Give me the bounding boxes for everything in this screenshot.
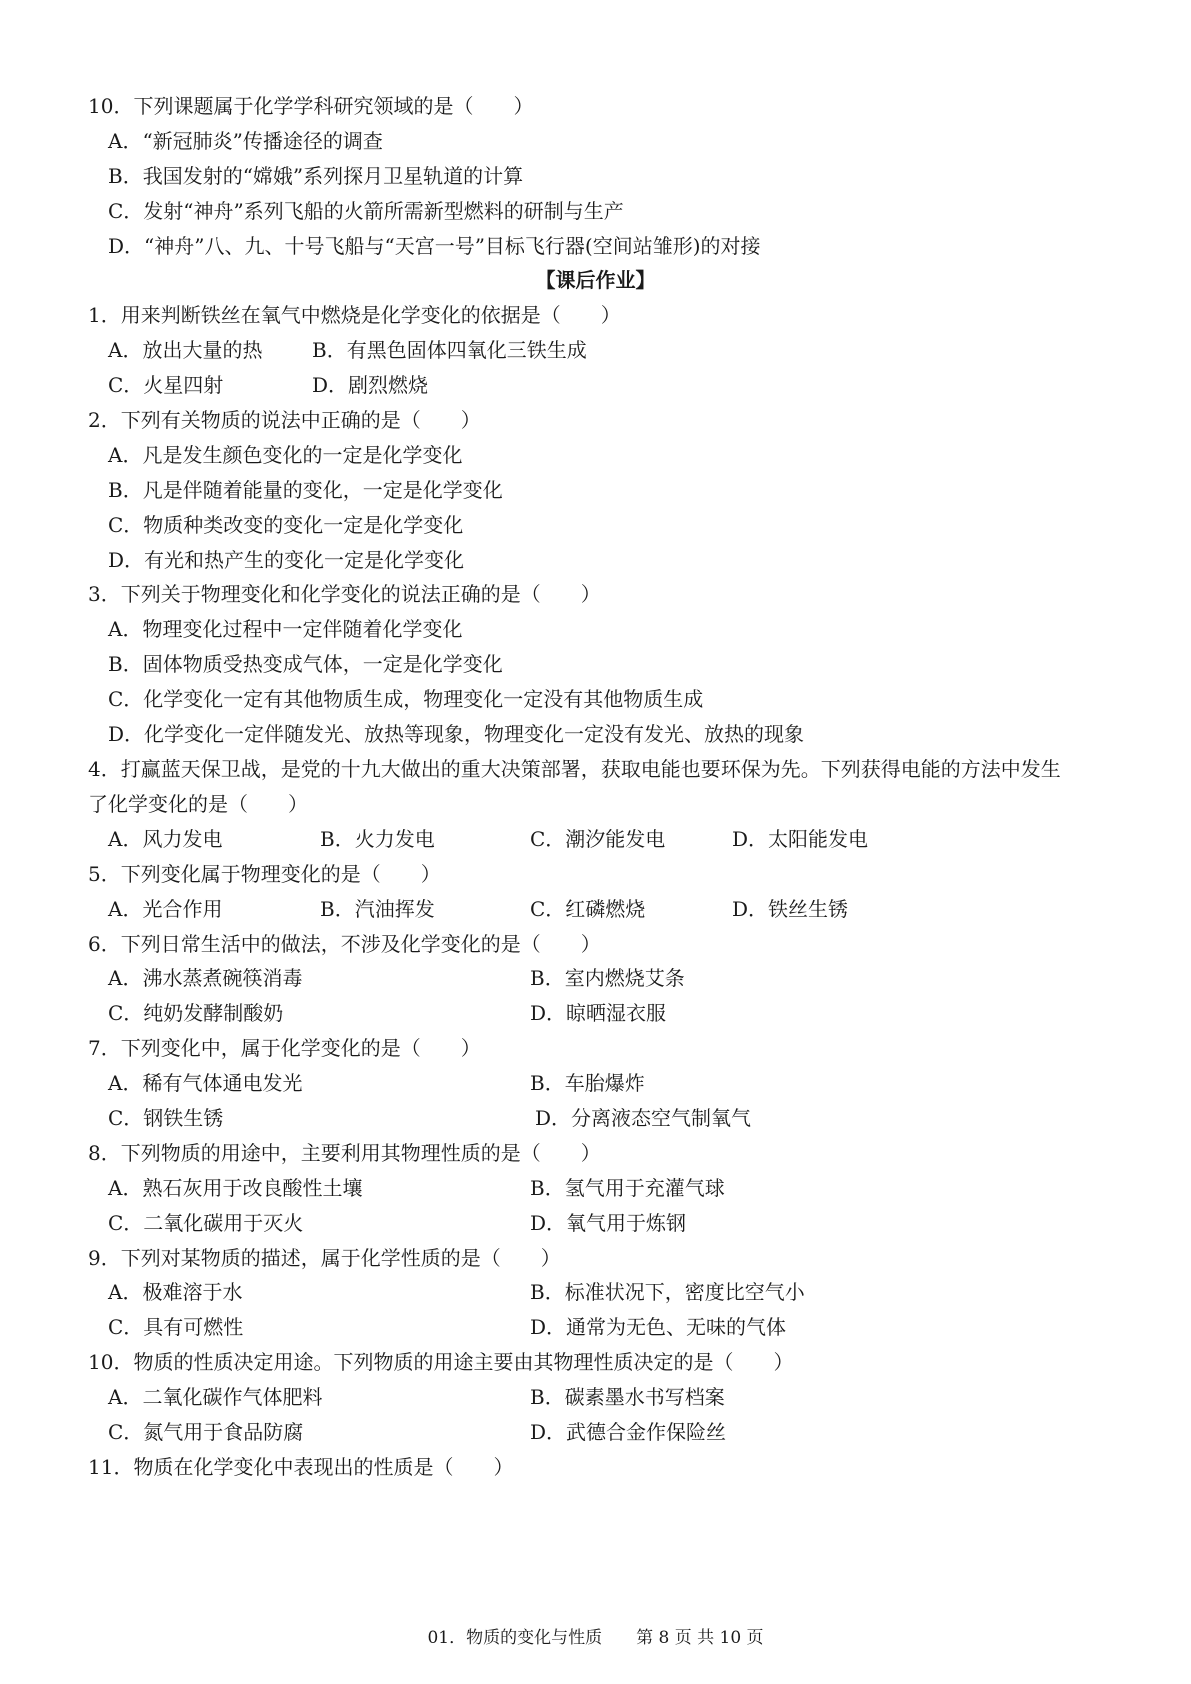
option-a: A．熟石灰用于改良酸性土壤: [108, 1176, 363, 1200]
option-a: A．放出大量的热: [108, 338, 263, 362]
option-b: B．我国发射的“嫦娥”系列探月卫星轨道的计算: [108, 164, 524, 188]
option-b: B．标准状况下，密度比空气小: [530, 1280, 805, 1304]
section-heading: 【课后作业】: [535, 268, 656, 292]
option-d: D．晾晒湿衣服: [530, 1001, 667, 1025]
option-d: D．分离液态空气制氧气: [535, 1106, 752, 1130]
option-b: B．汽油挥发: [320, 897, 435, 921]
option-b: B．火力发电: [320, 827, 435, 851]
option-b: B．氢气用于充灌气球: [530, 1176, 725, 1200]
question-8: 8．下列物质的用途中，主要利用其物理性质的是（ ）: [88, 1141, 601, 1165]
question-1: 1．用来判断铁丝在氧气中燃烧是化学变化的依据是（ ）: [88, 303, 621, 327]
option-d: D．有光和热产生的变化一定是化学变化: [108, 548, 465, 572]
option-d: D．化学变化一定伴随发光、放热等现象，物理变化一定没有发光、放热的现象: [108, 722, 805, 746]
option-a: A．“新冠肺炎”传播途径的调查: [108, 129, 383, 153]
option-b: B．固体物质受热变成气体，一定是化学变化: [108, 652, 503, 676]
option-a: A．光合作用: [108, 897, 223, 921]
question-7: 7．下列变化中，属于化学变化的是（ ）: [88, 1036, 481, 1060]
option-a: A．稀有气体通电发光: [108, 1071, 303, 1095]
option-c: C．化学变化一定有其他物质生成，物理变化一定没有其他物质生成: [108, 687, 704, 711]
option-b: B．有黑色固体四氧化三铁生成: [312, 338, 587, 362]
option-b: B．凡是伴随着能量的变化，一定是化学变化: [108, 478, 503, 502]
question-11: 11．物质在化学变化中表现出的性质是（ ）: [88, 1455, 514, 1479]
option-a: A．物理变化过程中一定伴随着化学变化: [108, 617, 463, 641]
option-c: C．潮汐能发电: [530, 827, 666, 851]
question-10-prev: 10．下列课题属于化学学科研究领域的是（ ）: [88, 94, 534, 118]
option-b: B．室内燃烧艾条: [530, 966, 685, 990]
question-6: 6．下列日常生活中的做法，不涉及化学变化的是（ ）: [88, 932, 601, 956]
option-a: A．二氧化碳作气体肥料: [108, 1385, 323, 1409]
option-a: A．凡是发生颜色变化的一定是化学变化: [108, 443, 463, 467]
page-footer: 01．物质的变化与性质 第 8 页 共 10 页: [427, 1628, 764, 1648]
question-5: 5．下列变化属于物理变化的是（ ）: [88, 862, 441, 886]
question-3: 3．下列关于物理变化和化学变化的说法正确的是（ ）: [88, 582, 601, 606]
option-c: C．钢铁生锈: [108, 1106, 224, 1130]
option-d: D．剧烈燃烧: [312, 373, 429, 397]
option-c: C．火星四射: [108, 373, 224, 397]
option-c: C．纯奶发酵制酸奶: [108, 1001, 284, 1025]
option-c: C．具有可燃性: [108, 1315, 244, 1339]
option-a: A．风力发电: [108, 827, 223, 851]
option-d: D．太阳能发电: [732, 827, 869, 851]
option-a: A．极难溶于水: [108, 1280, 243, 1304]
option-b: B．碳素墨水书写档案: [530, 1385, 725, 1409]
question-4: 4．打赢蓝天保卫战，是党的十九大做出的重大决策部署，获取电能也要环保为先。下列获得电能的方法中发生: [88, 757, 1061, 781]
option-c: C．氮气用于食品防腐: [108, 1420, 304, 1444]
option-a: A．沸水蒸煮碗筷消毒: [108, 966, 303, 990]
option-c: C．物质种类改变的变化一定是化学变化: [108, 513, 464, 537]
option-d: D．氧气用于炼钢: [530, 1211, 687, 1235]
option-c: C．二氧化碳用于灭火: [108, 1211, 304, 1235]
question-10: 10．物质的性质决定用途。下列物质的用途主要由其物理性质决定的是（ ）: [88, 1350, 794, 1374]
option-d: D．铁丝生锈: [732, 897, 849, 921]
option-c: C．发射“神舟”系列飞船的火箭所需新型燃料的研制与生产: [108, 199, 624, 223]
question-9: 9．下列对某物质的描述，属于化学性质的是（ ）: [88, 1246, 561, 1270]
option-d: D．“神舟”八、九、十号飞船与“天宫一号”目标飞行器(空间站雏形)的对接: [108, 234, 761, 258]
option-d: D．通常为无色、无味的气体: [530, 1315, 787, 1339]
option-b: B．车胎爆炸: [530, 1071, 645, 1095]
option-c: C．红磷燃烧: [530, 897, 646, 921]
question-4-continued: 了化学变化的是（ ）: [88, 792, 308, 816]
option-d: D．武德合金作保险丝: [530, 1420, 727, 1444]
question-2: 2．下列有关物质的说法中正确的是（ ）: [88, 408, 481, 432]
